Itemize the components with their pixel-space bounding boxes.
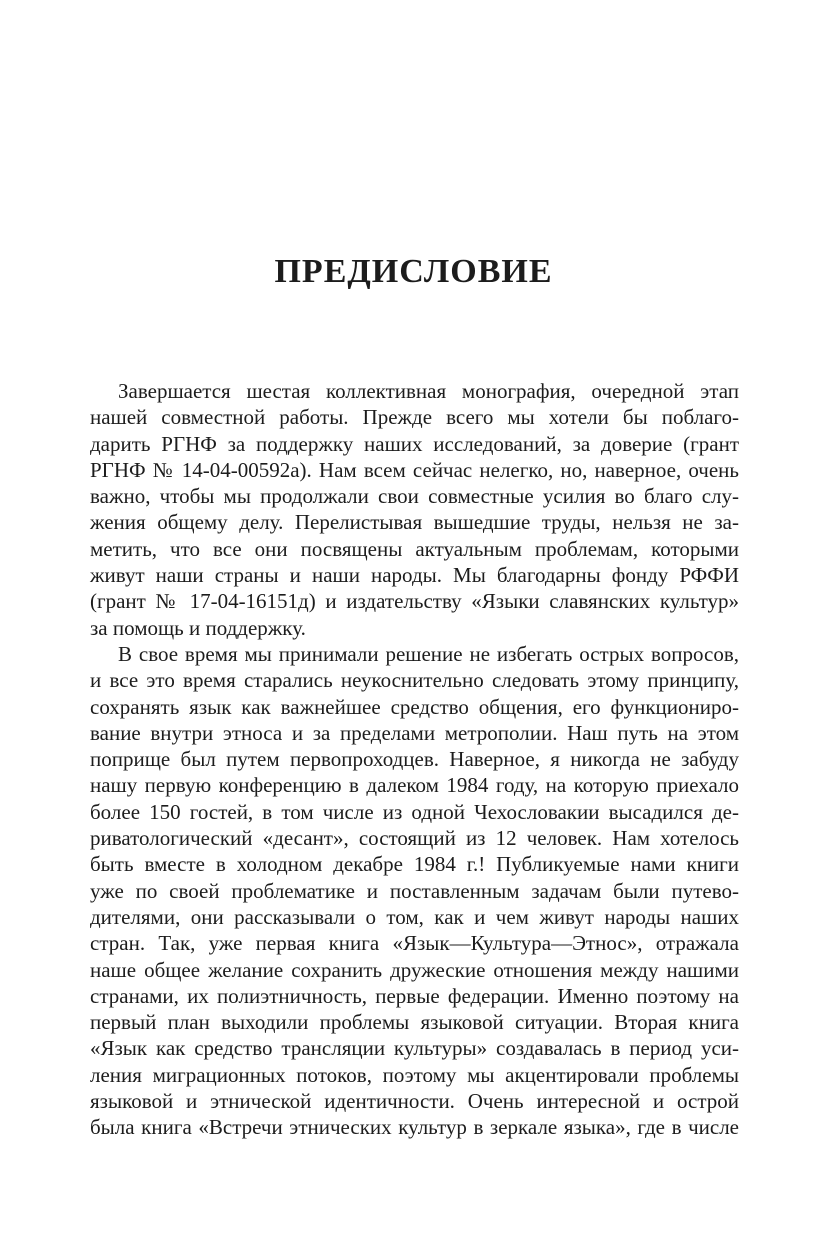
- text-line: первый план выходили проблемы языковой ситуации. Вторая книга: [90, 1010, 739, 1035]
- text-line: за помощь и поддержку.: [90, 615, 306, 640]
- text-line: нашу первую конференцию в далеком 1984 году, на которую приехало: [90, 773, 739, 798]
- page-title: ПРЕДИСЛОВИЕ: [274, 253, 553, 290]
- text-line: стран. Так, уже первая книга «Язык—Культура—Этнос», отражала: [90, 931, 739, 956]
- text-line: Завершается шестая коллективная монография, очередной этап: [118, 379, 739, 403]
- text-line: быть вместе в холодном декабре 1984 г.! Публикуемые нами книги: [90, 852, 739, 877]
- text-line: уже по своей проблематике и поставленным задачам были путево-: [90, 878, 739, 903]
- text-line: ления миграционных потоков, поэтому мы акцентировали проблемы: [90, 1062, 739, 1087]
- text-line: живут наши страны и наши народы. Мы благодарны фонду РФФИ: [90, 563, 739, 588]
- paragraph: [90, 378, 739, 641]
- text-line: В свое время мы принимали решение не избегать острых вопросов,: [118, 641, 739, 666]
- text-line: языковой и этнической идентичности. Очень интересной и острой: [90, 1089, 739, 1114]
- text-line: вание внутри этноса и за пределами метрополии. Наш путь на этом: [90, 720, 739, 745]
- text-line: дителями, они рассказывали о том, как и чем живут народы наших: [90, 904, 739, 929]
- text-line: «Язык как средство трансляции культуры» создавалась в период уси-: [90, 1036, 739, 1061]
- text-line: странами, их полиэтничность, первые федерации. Именно поэтому на: [90, 983, 739, 1008]
- text-line: дарить РГНФ за поддержку наших исследований, за доверие (грант: [90, 431, 739, 456]
- preface-text: [90, 378, 739, 1141]
- text-line: наше общее желание сохранить дружеские отношения между нашими: [90, 957, 739, 982]
- text-line: была книга «Встречи этнических культур в зеркале языка», где в числе: [90, 1115, 739, 1140]
- text-line: метить, что все они посвящены актуальным проблемам, которыми: [90, 536, 739, 561]
- text-line: поприще был путем первопроходцев. Наверное, я никогда не забуду: [90, 747, 739, 772]
- text-line: риватологический «десант», состоящий из 12 человек. Нам хотелось: [90, 826, 739, 851]
- text-line: более 150 гостей, в том числе из одной Чехословакии высадился де-: [90, 799, 739, 824]
- text-line: важно, чтобы мы продолжали свои совместные усилия во благо слу-: [90, 484, 739, 509]
- text-line: РГНФ № 14-04-00592а). Нам всем сейчас нелегко, но, наверное, очень: [90, 457, 739, 482]
- paragraph: [90, 641, 739, 1141]
- text-line: жения общему делу. Перелистывая вышедшие труды, нельзя не за-: [90, 510, 739, 535]
- text-line: сохранять язык как важнейшее средство общения, его функциониро-: [90, 694, 739, 719]
- text-line: нашей совместной работы. Прежде всего мы хотели бы поблаго-: [90, 405, 739, 430]
- text-line: и все это время старались неукоснительно следовать этому принципу,: [90, 668, 739, 693]
- text-line: (грант № 17-04-16151д) и издательству «Языки славянских культур»: [90, 589, 739, 614]
